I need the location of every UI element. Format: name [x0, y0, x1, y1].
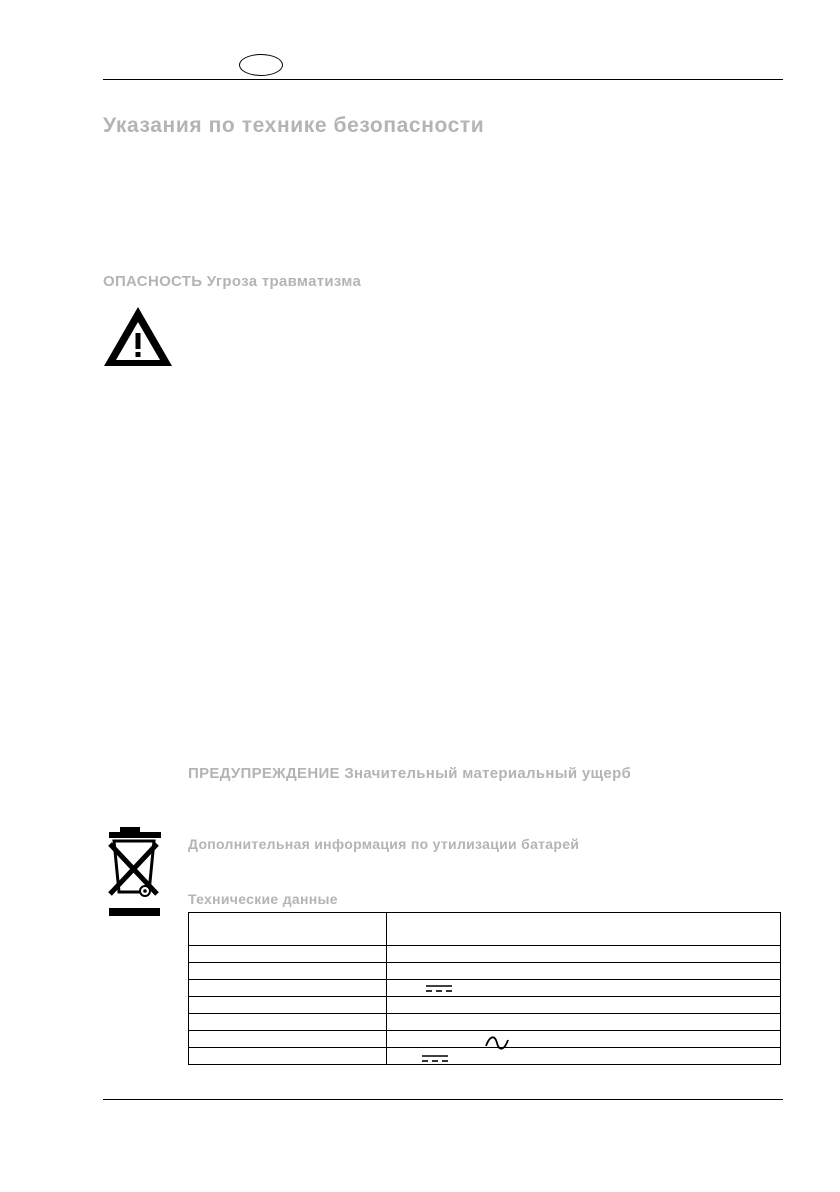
dc-current-symbol-icon [425, 984, 453, 994]
table-cell-value [387, 946, 781, 963]
danger-heading: ОПАСНОСТЬ Угроза травматизма [103, 273, 362, 290]
header-rule [103, 79, 783, 80]
crossed-out-wheelie-bin-icon [107, 826, 163, 918]
technical-data-heading: Технические данные [188, 891, 338, 907]
table-row [189, 980, 781, 997]
table-cell-value [387, 913, 781, 946]
battery-disposal-heading: Дополнительная информация по утилизации батарей [188, 836, 580, 852]
table-row [189, 913, 781, 946]
table-cell-value [387, 963, 781, 980]
page-title: Указания по технике безопасности [103, 114, 485, 137]
language-badge [239, 54, 283, 76]
table-cell-value [387, 997, 781, 1014]
table-cell-label [189, 980, 387, 997]
warning-triangle-icon [102, 303, 174, 369]
dc-current-symbol-icon [421, 1054, 449, 1064]
table-cell-label [189, 913, 387, 946]
table-cell-label [189, 997, 387, 1014]
table-cell-label [189, 1031, 387, 1048]
table-cell-value [387, 1014, 781, 1031]
table-cell-label [189, 1048, 387, 1065]
table-row [189, 946, 781, 963]
table-row [189, 963, 781, 980]
table-cell-label [189, 946, 387, 963]
table-row [189, 997, 781, 1014]
ac-current-symbol-icon [484, 1034, 510, 1052]
table-row [189, 1014, 781, 1031]
table-cell-label [189, 963, 387, 980]
table-cell-label [189, 1014, 387, 1031]
footer-rule [103, 1099, 783, 1100]
warning-heading: ПРЕДУПРЕЖДЕНИЕ Значительный материальный ущерб [188, 765, 632, 782]
table-cell-value [387, 1031, 781, 1048]
